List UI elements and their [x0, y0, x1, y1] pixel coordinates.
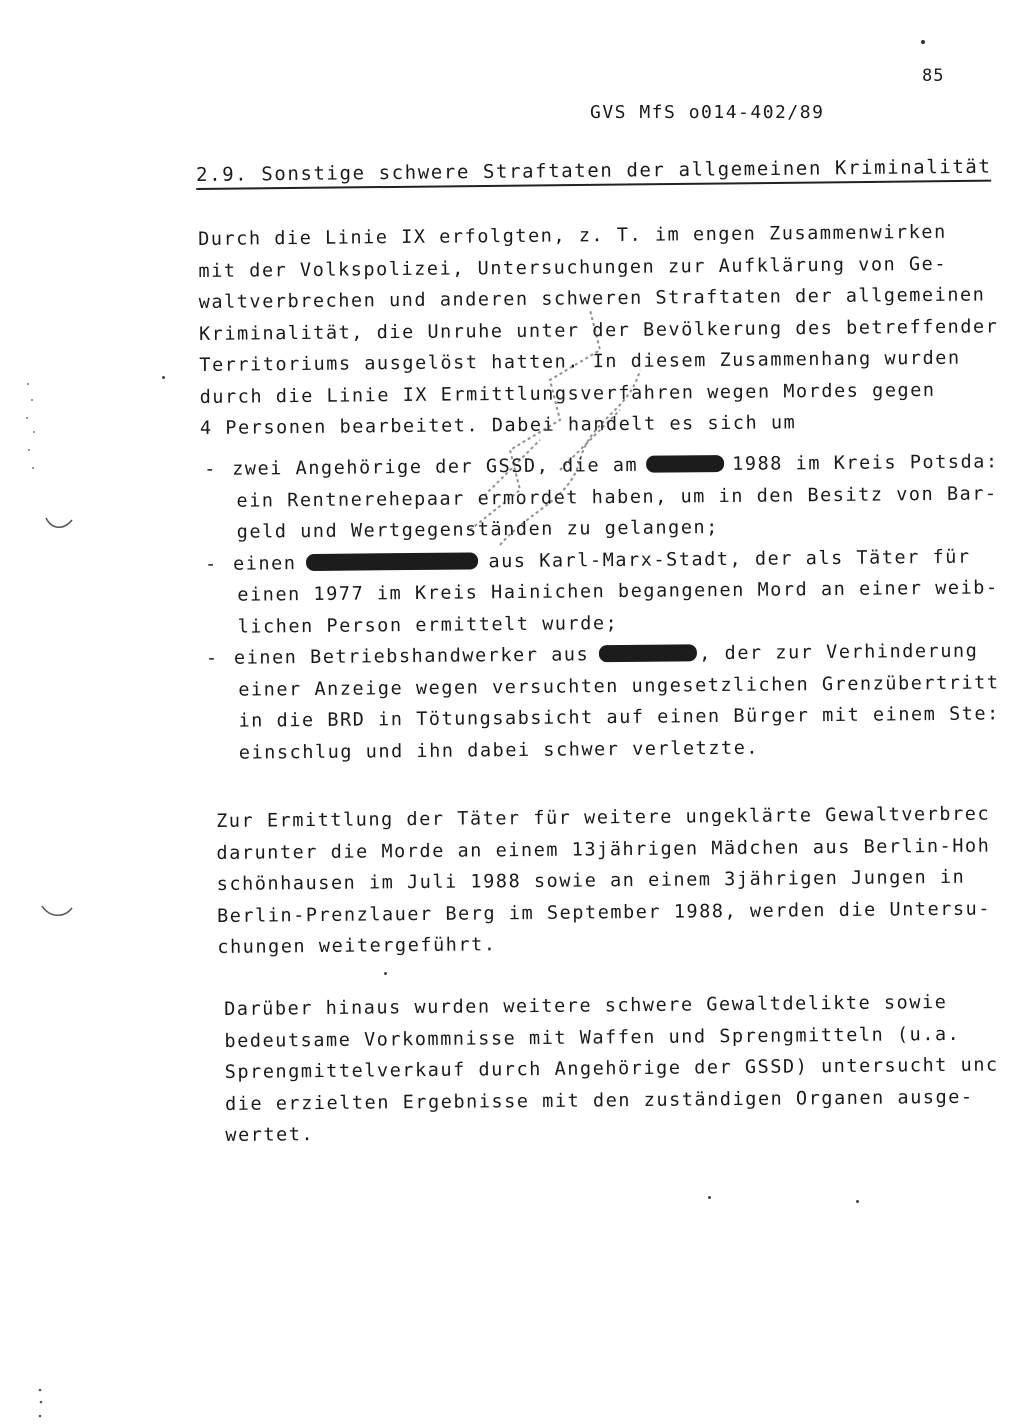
speck-mark	[921, 40, 925, 44]
section-heading: 2.9. Sonstige schwere Straftaten der allgemeinen Kriminalität	[196, 156, 992, 190]
text-line: Durch die Linie IX erfolgten, z. T. im engen Zusammenwirken	[198, 221, 947, 250]
page-number: 85	[922, 66, 945, 86]
speck-mark	[856, 1200, 859, 1203]
speck-mark	[384, 972, 387, 975]
list-item	[204, 446, 999, 548]
margin-specks	[36, 1386, 46, 1422]
text-line: lichen Person ermittelt wurde;	[237, 612, 619, 638]
case-list	[204, 446, 1001, 769]
text-line: darunter die Morde an einem 13jährigen Mädchen aus Berlin-Hoh	[216, 835, 991, 864]
text-line: einschlug und ihn dabei schwer verletzte.	[238, 737, 760, 764]
text-line: 4 Personen bearbeitet. Dabei handelt es sich um	[199, 412, 797, 439]
speck-mark	[708, 1196, 711, 1199]
paragraph-investigations	[216, 799, 991, 964]
list-item	[206, 635, 1002, 769]
text-fragment: aus Karl-Marx-Stadt, der als Täter für	[488, 546, 971, 572]
text-line: bedeutsame Vorkommnisse mit Waffen und Sprengmitteln (u.a.	[224, 1023, 961, 1052]
text-line: durch die Linie IX Ermittlungsverfahren wegen Mordes gegen	[199, 379, 936, 408]
redaction-bar	[646, 455, 724, 473]
text-fragment: einen Betriebshandwerker aus	[233, 644, 590, 669]
text-line: schönhausen im Juli 1988 sowie an einem 3jährigen Jungen in	[216, 866, 966, 895]
document-reference: GVS MfS o014-402/89	[590, 102, 825, 123]
text-line: Kriminalität, die Unruhe unter der Bevölkerung des betreffender	[198, 315, 999, 345]
text-line: Berlin-Prenzlauer Berg im September 1988, werden die Untersu-	[216, 898, 992, 927]
margin-curve-mark	[44, 508, 74, 532]
text-line: mit der Volkspolizei, Untersuchungen zur Aufklärung von Ge-	[198, 253, 948, 282]
text-line: Sprengmittelverkauf durch Angehörige der GSSD) untersucht unc	[224, 1054, 999, 1083]
list-dash: -	[204, 553, 218, 575]
margin-curve-mark	[40, 900, 74, 920]
text-line: einen 1977 im Kreis Hainichen begangenen Mord an einer weib-	[237, 577, 999, 606]
text-fragment: , der zur Verhinderung	[699, 640, 979, 665]
text-line: einer Anzeige wegen versuchten ungesetzlichen Grenzübertritt	[238, 671, 1000, 701]
text-line: in die BRD in Tötungsabsicht auf einen Bürger mit einem Ste:	[238, 703, 1000, 732]
text-line: Territoriums ausgelöst hatten. In diesem Zusammenhang wurden	[199, 347, 961, 376]
text-fragment: einen	[232, 552, 297, 575]
paragraph-further	[224, 987, 999, 1152]
speck-mark	[162, 376, 165, 379]
text-fragment: zwei Angehörige der GSSD, die am	[232, 454, 639, 480]
text-line: ein Rentnerehepaar ermordet haben, um in den Besitz von Bar-	[236, 482, 998, 512]
text-line: chungen weitergeführt.	[217, 934, 497, 958]
text-fragment: 1988 im Kreis Potsda:	[732, 451, 999, 475]
list-dash: -	[205, 647, 219, 669]
list-dash: -	[204, 458, 217, 480]
redaction-bar	[599, 644, 697, 662]
redaction-bar	[306, 552, 478, 571]
text-line: Zur Ermittlung der Täter für weitere ungeklärte Gewaltverbrec	[216, 803, 991, 832]
list-item	[205, 541, 1000, 643]
text-line: geld und Wertgegenständen zu gelangen;	[236, 517, 719, 543]
paragraph-intro	[198, 216, 999, 444]
text-line: die erzielten Ergebnisse mit den zuständigen Organen ausge-	[224, 1086, 974, 1115]
text-line: Darüber hinaus wurden weitere schwere Gewaltdelikte sowie	[224, 992, 948, 1020]
margin-specks	[22, 380, 42, 480]
text-line: wertet.	[225, 1124, 315, 1146]
text-line: waltverbrechen und anderen schweren Straftaten der allgemeinen	[198, 284, 986, 313]
